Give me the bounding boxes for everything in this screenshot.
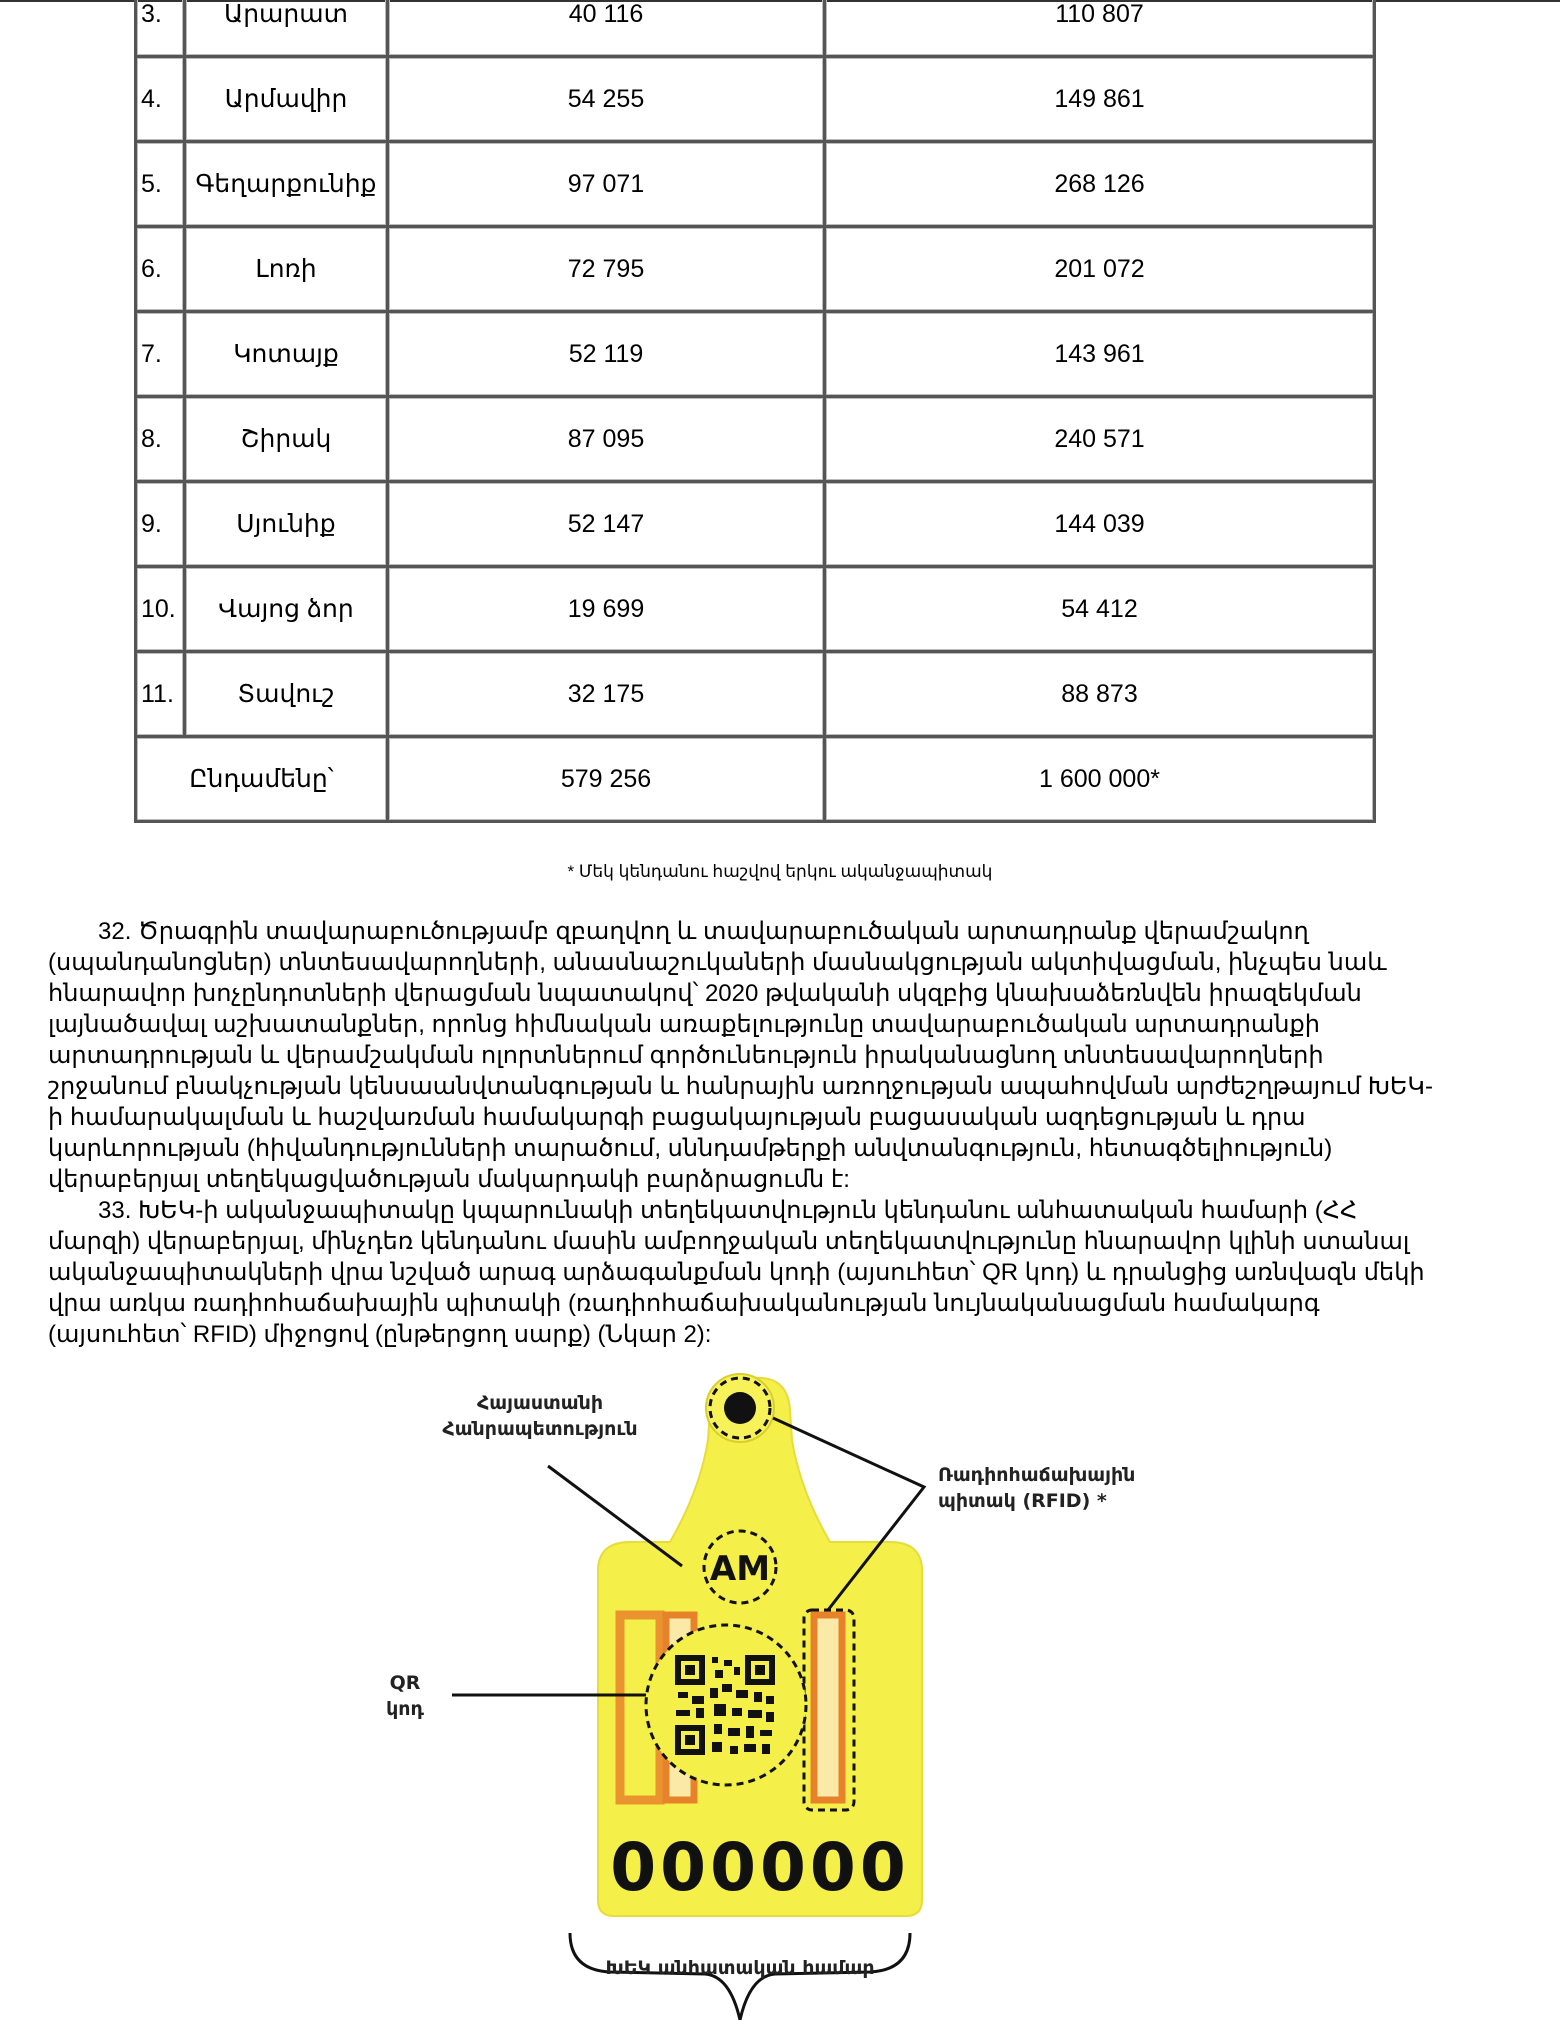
tags-count: 88 873 — [825, 652, 1375, 737]
row-number: 8. — [136, 397, 185, 482]
farms-count: 87 095 — [388, 397, 825, 482]
row-number: 7. — [136, 312, 185, 397]
table-row — [136, 567, 1375, 652]
number-label: ԽԵԿ անհատական համար — [605, 1957, 875, 1979]
paragraph-33 — [48, 1195, 1438, 1350]
region-tag-table — [134, 0, 1376, 823]
table-row — [136, 0, 1375, 57]
total-tags: 1 600 000* — [825, 737, 1375, 822]
rfid-label — [938, 1462, 1190, 1514]
table-row — [136, 57, 1375, 142]
region-name: Տավուշ — [185, 652, 388, 737]
paragraph-33-text: 33. ԽԵԿ-ի ականջապիտակը կպարունակի տեղեկատվություն կենդանու անհատական համարի (ՀՀ մարզի) վերաբերյալ, մինչդեռ կենդանու մասին ամբողջական տեղեկատվությունը հնարավոր կլինի ստանալ ականջապիտակների վրա նշված արագ արձագանքման կոդի (այսուհետ՝ QR կոդ) և դրանցից առնվազն մեկի վրա առկա ռադիոհաճախային պիտակի (ռադիոհաճախականության նույնականացման համակարգ (այսուհետ՝ RFID) միջոցով (ընթերցող սարք) (Նկար 2): — [48, 1197, 1425, 1348]
total-label: Ընդամենը՝ — [136, 737, 388, 822]
tags-count: 240 571 — [825, 397, 1375, 482]
country-label-line2: Հանրապետություն — [442, 1418, 638, 1440]
region-name: Արարատ — [185, 0, 388, 57]
farms-count: 52 147 — [388, 482, 825, 567]
table-row — [136, 142, 1375, 227]
region-name: Լոռի — [185, 227, 388, 312]
farms-count: 19 699 — [388, 567, 825, 652]
row-number: 4. — [136, 57, 185, 142]
tags-count: 110 807 — [825, 0, 1375, 57]
farms-count: 52 119 — [388, 312, 825, 397]
table-footnote: * Մեկ կենդանու հաշվով երկու ականջապիտակ — [567, 862, 993, 881]
tag-number: 000000 — [610, 1829, 910, 1906]
table-total-row — [136, 737, 1375, 822]
tags-count: 144 039 — [825, 482, 1375, 567]
rfid-label-line2: պիտակ (RFID) * — [938, 1490, 1107, 1512]
country-code: AM — [709, 1549, 771, 1589]
table-row — [136, 482, 1375, 567]
farms-count: 40 116 — [388, 0, 825, 57]
row-number: 10. — [136, 567, 185, 652]
country-label-line1: Հայաստանի — [476, 1392, 604, 1414]
row-number: 6. — [136, 227, 185, 312]
table-row — [136, 652, 1375, 737]
row-number: 3. — [136, 0, 185, 57]
tags-count: 268 126 — [825, 142, 1375, 227]
paragraph-32-text: 32. Ծրագրին տավարաբուծությամբ զբաղվող և տավարաբուծական արտադրանք վերամշակող (սպանդանոցներ) տնտեսավարողների, անասնաշուկաների մասնակցության ակտիվացման, ինչպես նաև հնարավոր խոչընդոտների վերացման նպատակով՝ 2020 թվականի սկզբից կնախաձեռնվեն իրազեկման լայնածավալ աշխատանքներ, որոնց հիմնական առաքելությունը տավարաբուծական արտադրանքի արտադրության և վերամշակման ոլորտներում գործունեություն իրականացնող տնտեսավարողների շրջանում բնակչության կենսաանվտանգության և հանրային առողջության ապահովման արժեշղթայում ԽԵԿ-ի համարակալման և հաշվառման համակարգի բացակայության բացասական ազդեցության և դրա կարևորության (հիվանդությունների տարածում, սննդամթերքի անվտանգություն, հետագծելիություն) վերաբերյալ տեղեկացվածության մակարդակի բարձրացումն է: — [48, 918, 1433, 1193]
ear-tag-figure — [370, 1370, 1190, 2020]
table-row — [136, 312, 1375, 397]
region-name: Գեղարքունիք — [185, 142, 388, 227]
row-number: 5. — [136, 142, 185, 227]
farms-count: 72 795 — [388, 227, 825, 312]
row-number: 11. — [136, 652, 185, 737]
qr-label — [370, 1670, 440, 1722]
table-row — [136, 227, 1375, 312]
rfid-label-line1: Ռադիոհաճախային — [938, 1464, 1136, 1486]
tags-count: 201 072 — [825, 227, 1375, 312]
farms-count: 32 175 — [388, 652, 825, 737]
country-label — [410, 1390, 670, 1442]
region-name: Շիրակ — [185, 397, 388, 482]
tags-count: 143 961 — [825, 312, 1375, 397]
row-number: 9. — [136, 482, 185, 567]
farms-count: 97 071 — [388, 142, 825, 227]
rfid-antenna-icon — [814, 1615, 842, 1800]
qr-label-line2: կոդ — [386, 1698, 424, 1720]
qr-label-line1: QR — [389, 1672, 421, 1694]
tags-count: 149 861 — [825, 57, 1375, 142]
region-name: Սյունիք — [185, 482, 388, 567]
table-row — [136, 397, 1375, 482]
region-name: Վայոց ձոր — [185, 567, 388, 652]
paragraph-32 — [48, 916, 1438, 1195]
tags-count: 54 412 — [825, 567, 1375, 652]
total-farms: 579 256 — [388, 737, 825, 822]
farms-count: 54 255 — [388, 57, 825, 142]
tag-hole-icon — [724, 1392, 756, 1424]
region-name: Արմավիր — [185, 57, 388, 142]
region-name: Կոտայք — [185, 312, 388, 397]
